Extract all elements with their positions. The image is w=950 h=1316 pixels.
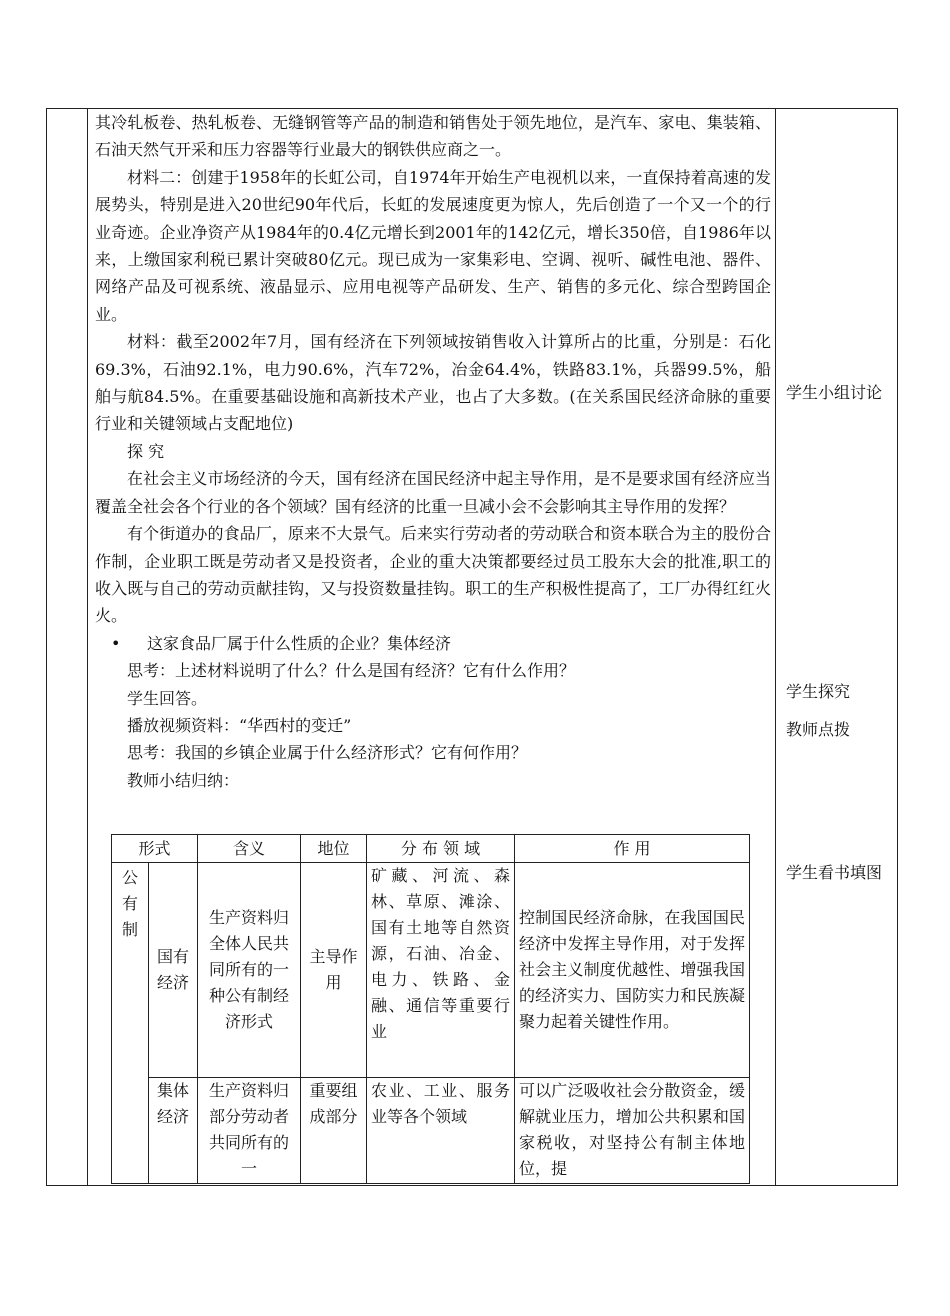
- side-note-discussion: 学生小组讨论: [786, 383, 883, 402]
- line-think-one: 思考：上述材料说明了什么？什么是国有经济？它有什么作用？: [127, 661, 576, 681]
- column-divider: [775, 109, 776, 1185]
- header-status: 地位: [301, 835, 367, 863]
- row-form: 集体经济: [149, 1078, 198, 1184]
- header-domain: 分 布 领 域: [367, 835, 515, 863]
- row-meaning: 生产资料归全体人民共同所有的一种公有制经济形式: [198, 863, 301, 1078]
- header-form: 形式: [112, 835, 198, 863]
- paragraph-food-factory: 有个街道办的食品厂，原来不大景气。后来实行劳动者的劳动联合和资本联合为主的股份合作制，企业职工既是劳动者又是投资者，企业的重大决策都要经过员工股东大会的批准,职工的收入既与自己的劳动贡献挂钩，又与投资数量挂钩。职工的生产积极性提高了，工厂办得红红火火。: [95, 524, 771, 626]
- table-header-row: [112, 835, 750, 863]
- teaching-content: [95, 109, 771, 794]
- row-domain: 农业、工业、服务业等各个领域: [367, 1078, 515, 1184]
- row-status: 重要组成部分: [301, 1078, 367, 1184]
- paragraph-material-stats: 材料：截至2002年7月，国有经济在下列领域按销售收入计算所占的比重，分别是：石化69.3%，石油92.1%，电力90.6%，汽车72%，冶金64.4%，铁路83.1%，兵器99.5%，船舶与航84.5%。在重要基础设施和高新技术产业，也占了大多数。(在关系国民经济命脉的重要行业和关键领域占支配地位): [95, 332, 771, 434]
- row-meaning: 生产资料归部分劳动者共同所有的一: [198, 1078, 301, 1184]
- line-think-two: 思考：我国的乡镇企业属于什么经济形式？它有何作用？: [127, 743, 528, 763]
- group-public-ownership: 公有制: [112, 863, 149, 1184]
- row-role: 控制国民经济命脉，在我国国民经济中发挥主导作用，对于发挥社会主义制度优越性、增强我国的经济实力、国防实力和民族凝聚力起着关键性作用。: [515, 863, 750, 1078]
- side-note-explore: 学生探究: [786, 682, 851, 701]
- row-role: 可以广泛吸收社会分散资金，缓解就业压力，增加公共积累和国家税收，对坚持公有制主体地位，提: [515, 1078, 750, 1184]
- line-student-answer: 学生回答。: [127, 688, 208, 708]
- row-form: 国有经济: [149, 863, 198, 1078]
- line-teacher-summary: 教师小结归纳：: [127, 770, 240, 790]
- row-status: 主导作用: [301, 863, 367, 1078]
- bullet-question: [95, 630, 771, 657]
- paragraph-material-two: 材料二：创建于1958年的长虹公司，自1974年开始生产电视机以来，一直保持着高速的发展势头，特别是进入20世纪90年代后，长虹的发展速度更为惊人，先后创造了一个又一个的行业奇迹。企业净资产从1984年的0.4亿元增长到2001年的142亿元，增长350倍，自1986年以来，上缴国家利税已累计突破80亿元。现已成为一家集彩电、空调、视听、碱性电池、器件、网络产品及可视系统、液晶显示、应用电视等产品研发、生产、销售的多元化、综合型跨国企业。: [95, 167, 771, 324]
- side-note-guide: 教师点拨: [786, 720, 851, 739]
- bullet-dot: •: [111, 633, 121, 653]
- table-row: [112, 863, 750, 1078]
- column-divider: [87, 109, 88, 1185]
- side-note-fill-chart: 学生看书填图: [786, 863, 883, 882]
- table-row: [112, 1078, 750, 1184]
- line-video: 播放视频资料：“华西村的变迁”: [127, 715, 352, 735]
- header-meaning: 含义: [198, 835, 301, 863]
- summary-table: [111, 834, 750, 1184]
- paragraph-explore-question: 在社会主义市场经济的今天，国有经济在国民经济中起主导作用，是不是要求国有经济应当覆盖全社会各个行业的各个领域？国有经济的比重一旦减小会不会影响其主导作用的发挥？: [95, 469, 771, 516]
- header-role: 作 用: [515, 835, 750, 863]
- bullet-text: 这家食品厂属于什么性质的企业？集体经济: [147, 633, 452, 653]
- heading-explore: 探 究: [127, 441, 165, 461]
- lesson-plan-table: [46, 108, 898, 1186]
- row-domain: 矿藏、河流、森林、草原、滩涂、国有土地等自然资源，石油、冶金、电力、铁路、金融、通信等重要行业: [367, 863, 515, 1078]
- paragraph-steel: 其冷轧板卷、热轧板卷、无缝钢管等产品的制造和销售处于领先地位，是汽车、家电、集装箱、石油天然气开采和压力容器等行业最大的钢铁供应商之一。: [95, 113, 771, 160]
